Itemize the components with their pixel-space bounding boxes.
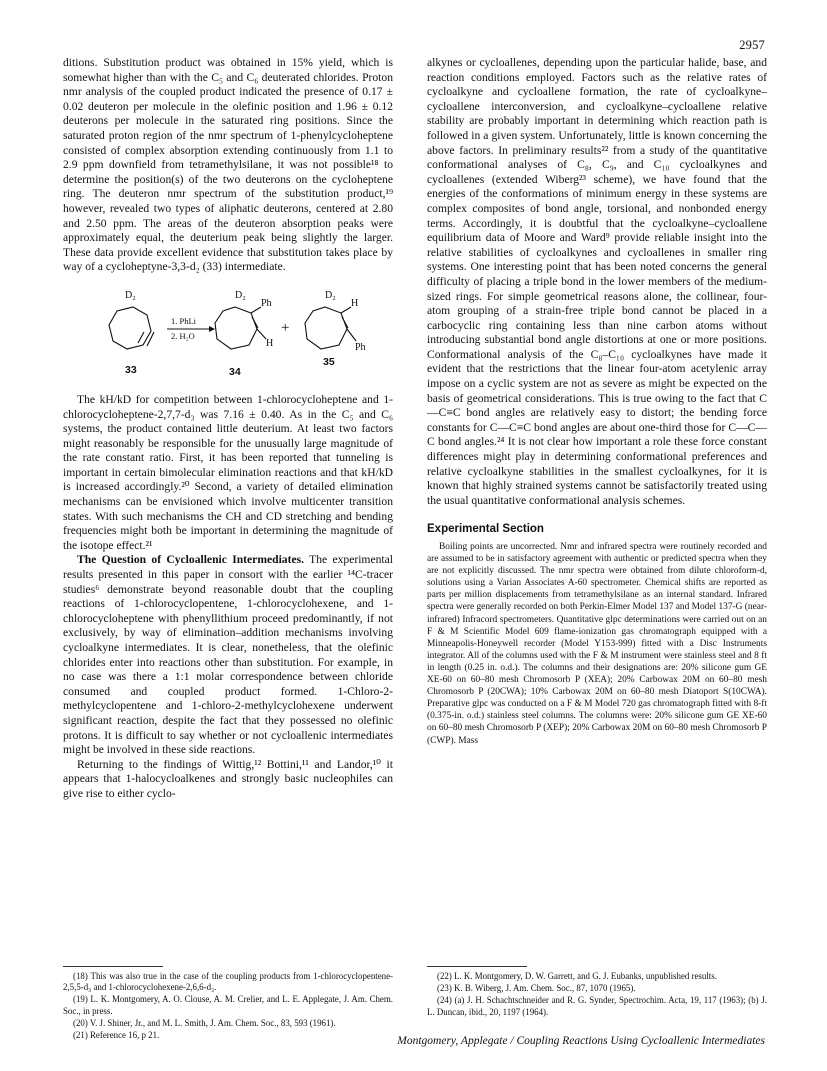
- paragraph: The kH/kD for competition between 1-chlorocycloheptene and 1-chlorocycloheptene-2,7,7-d₃ was 7.16 ± 0.40. As in the C₅ and C₆ systems, the product contained little deuterium. At least two factors might reasonably be responsible for the unusually large magnitude of the rate constant ratio. First, it has been reported that tunneling is important in certain bimolecular elimination reactions and that kH/kD is increased accordingly.²⁰ Second, a variety of detailed elimination mechanisms can be envisioned which involve multicenter transition states. With such mechanisms the CH and CD stretching and bending frequencies might both be important in determining the magnitude of the isotope effect.²¹: [63, 392, 393, 552]
- footnote: (23) K. B. Wiberg, J. Am. Chem. Soc., 87, 1070 (1965).: [437, 983, 636, 994]
- atom-h: H: [351, 297, 359, 309]
- footnote: (22) L. K. Montgomery, D. W. Garrett, and G. J. Eubanks, unpublished results.: [437, 971, 717, 981]
- atom-h: H: [266, 337, 274, 349]
- right-column: [427, 56, 767, 747]
- footnotes-right: [427, 966, 767, 1019]
- atom-d2: D₂: [325, 289, 336, 301]
- experimental-heading: Experimental Section: [427, 523, 544, 536]
- compound-label-33: 33: [125, 363, 137, 376]
- footnote-rule: [427, 966, 527, 967]
- paragraph: Returning to the findings of Wittig,¹² Bottini,¹¹ and Landor,¹⁰ it appears that 1-halocycloalkenes and strongly basic nucleophiles can give rise to either cyclo-: [63, 757, 393, 800]
- footnote: (18) This was also true in the case of the coupling products from 1-chlorocyclopentene-2,5,5-d₃ and 1-chlorocyclohexene-2,6,6-d₃.: [63, 971, 393, 993]
- reaction-scheme: [63, 285, 393, 381]
- experimental-section: [427, 541, 767, 747]
- compound-label-35: 35: [323, 355, 335, 368]
- page-number: 2957: [739, 38, 765, 52]
- running-head: Montgomery, Applegate / Coupling Reactions Using Cycloallenic Intermediates: [397, 1035, 765, 1047]
- left-column: [63, 56, 393, 802]
- scheme-structures: [63, 285, 393, 381]
- footnote: (19) L. K. Montgomery, A. O. Clouse, A. M. Crelier, and L. E. Applegate, J. Am. Chem. Soc., in press.: [63, 994, 393, 1016]
- paragraph: ditions. Substitution product was obtained in 15% yield, which is somewhat higher than with the C₅ and C₆ deuterated chlorides. Proton nmr analysis of the coupled product indicated the presence of 0.17 ± 0.02 deuteron per molecule in the olefinic position and 1.96 ± 0.12 deuterons per molecule in the saturated ring positions. Since the saturated proton region of the nmr spectrum of 1-phenylcycloheptene consisted of complex absorption extending continuously from 1.1 to 2.9 ppm downfield from tetramethylsilane, it was not possible¹⁸ to determine the position(s) of the two deuterons on the cycloheptene ring. The deuteron nmr spectrum of the substitution product,¹⁹ however, revealed two types of aliphatic deuterons, centered at 2.80 and 2.50 ppm. The areas of the deuteron absorption peaks were approximately equal, the deuterium peak being slightly the larger. These data provide excellent evidence that substitution takes place by way of a cycloheptyne-3,3-d₂ (33) intermediate.: [63, 56, 393, 274]
- section-heading: The Question of Cycloallenic Intermediates.: [77, 553, 305, 567]
- atom-d2: D₂: [235, 289, 246, 301]
- paragraph-with-heading: [63, 553, 393, 757]
- footnote-rule: [63, 966, 163, 967]
- atom-ph: Ph: [261, 297, 272, 309]
- paragraph-text: The experimental results presented in this paper in consort with the earlier ¹⁴C-tracer studies⁶ demonstrate beyond reasonable doubt that the coupling reactions of 1-chlorocyclopentene, 1-chlorocyclohexene, and 1-chlorocycloheptene with phenyllithium proceed predominantly, if not exclusively, by way of elimination–addition mechanisms involving cycloalkyne intermediates. It is clear, nonetheless, that the olefinic chlorides enter into reactions other than substitution. For example, in no case was there a 1:1 molar correspondence between chloride consumed and coupled product formed. 1-Chloro-2-methylcyclopentene and 1-chloro-2-methylcyclohexene underwent significant reaction, despite the fact that they possessed no olefinic protons. It is difficult to say whether or not cycloallenic intermediates might be involved in these side reactions.: [63, 553, 393, 757]
- footnote: (20) V. J. Shiner, Jr., and M. L. Smith, J. Am. Chem. Soc., 83, 593 (1961).: [73, 1017, 336, 1028]
- reagent-step-1: 1. PhLi: [171, 315, 197, 326]
- plus-sign: +: [281, 319, 290, 336]
- paragraph: Boiling points are uncorrected. Nmr and infrared spectra were routinely recorded and are assumed to be in satisfactory agreement with authentic or predicted spectra when they are not explicitly discussed. The nmr spectra were obtained from dilute chloroform-d, solutions using a Varian Associates A-60 spectrometer. Chemical shifts are reported as parts per million displacements from tetramethylsilane as an internal standard. Infrared spectra were generally recorded on both Perkin-Elmer Model 137 and Model 137-G (near-infrared) Infracord spectrometers. Quantitative glpc determinations were carried out on an F & M Scientific Model 609 flame-ionization gas chromatograph equipped with a Minneapolis-Honeywell recorder (Model Y153-999) fitted with a Disc Instruments integrator. All of the columns used with the F & M instrument were stainless steel and 8 ft in length (0.25 in. o.d.). The columns and their designations are: 20% silicone gum GE XE-60 on 60–80 mesh Chromosorb P (XEA); 20% Carbowax 20M on 60–80 mesh Chromosorb P (20CWA); 10% Carbowax 20M on 60–80 mesh Diatoport S(10CWA). Preparative glpc was conducted on a F & M Model 720 gas chromatograph fitted with 8-ft (0.375-in. o.d.) stainless steel columns. The columns were: 20% silicone gum GE XE-60 on 60–80 mesh Chromosorb P (XEP); 20% Carbowax 20M on 60–80 mesh Chromosorb P (CWP). Mass: [427, 542, 767, 746]
- footnote: (24) (a) J. H. Schachtschneider and R. G. Synder, Spectrochim. Acta, 19, 117 (1963); (b) J. L. Duncan, ibid., 20, 1197 (1964).: [427, 995, 767, 1017]
- atom-d2: D₂: [125, 289, 136, 301]
- compound-label-34: 34: [229, 365, 241, 378]
- paragraph: alkynes or cycloallenes, depending upon the particular halide, base, and reaction conditions employed. Factors such as the relative rates of cycloalkyne and cycloallene formation, the rate of cycloalkyne–cycloallene interconversion, and cycloalkyne–cycloallene relative stability are probably important in determining which reaction path is followed in a given system. Unfortunately, little is known concerning the above factors. In preliminary results²² from a study of the quantitative conformational analyses of C₈, C₉, and C₁₀ cycloalkynes and cycloallenes (extended Wiberg²³ scheme), we have found that the energies of the conformations of minimum energy in these systems are complex composites of bond angle, torsional, and nonbonded energy terms. Accordingly, it is doubtful that the cycloalkyne–cycloallene equilibrium data of Moore and Ward⁹ provide reliable insight into the relative stabilities of cycloalkynes and cycloallenes in smaller ring systems. One interesting point that has been noted concerns the general difficulty of placing a triple bond in the lower members of the medium-sized rings. For simple geometrical reasons alone, the collinear, four-atom grouping of a strain-free triple bond cannot be placed in a carbocyclic ring containing less than nine carbon atoms without introducing substantial bond angle distortions at one or more positions. Conformational analysis of the C₈–C₁₀ cycloalkynes have made it evident that the restrictions that the linear four-atom acetylenic array impose on a cyclic system are not as severe as might be expected on the basis of geometrical considerations. This is true owing to the fact that C—C≡C bond angles are relatively easy to distort; the bending force constants for C—C≡C bond angles are about one-third those for C—C—C bond angles.²⁴ It is not clear how important a role these force constant differences might play in determining conformational preferences and relative cycloalkyne stabilities in the smallest cycloalkynes, for it is known that highly strained systems cannot be satisfactorily treated using the usual quantitative conformational analysis schemes.: [427, 56, 767, 507]
- footnote: (21) Reference 16, p 21.: [73, 1030, 160, 1041]
- footnotes-left: [63, 966, 393, 1042]
- reagent-step-2: 2. H₂O: [171, 330, 195, 341]
- atom-ph: Ph: [355, 341, 366, 353]
